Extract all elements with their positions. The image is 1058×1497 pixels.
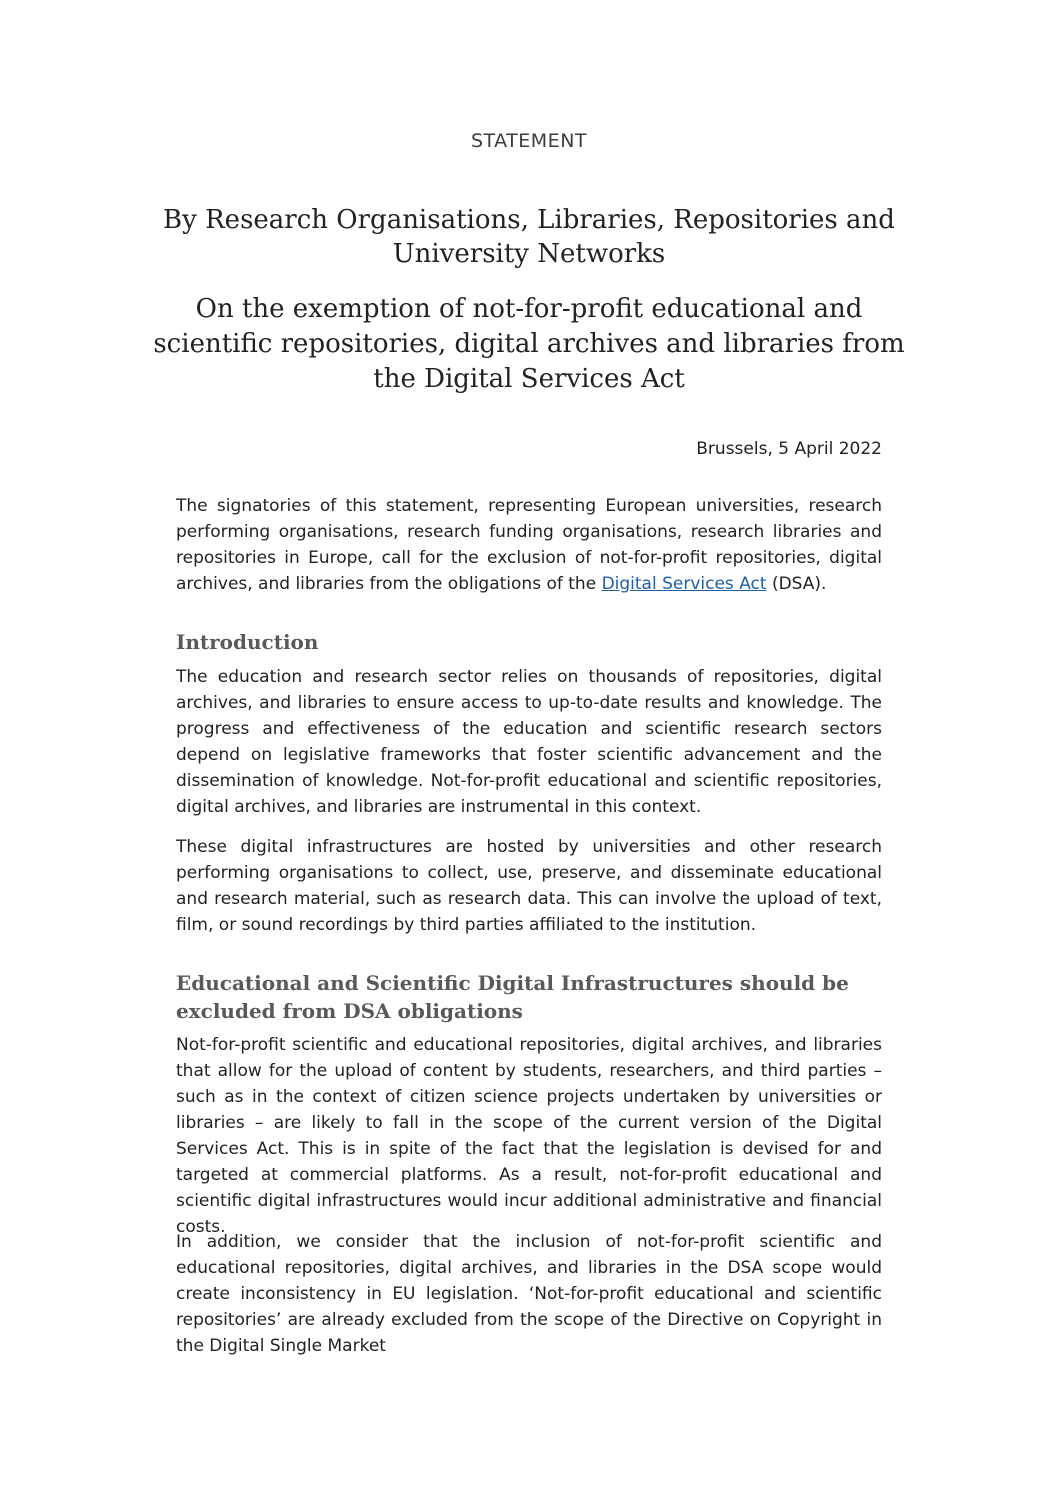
paragraph: These digital infrastructures are hosted by universities and other research performing organisations to collect, use, preserve, and disseminate educational and research material, such as research data. This can involve the upload of text, film, or sound recordings by third parties affiliated to the institution.	[176, 837, 882, 935]
document-date: Brussels, 5 April 2022	[696, 439, 882, 459]
paragraph: The education and research sector relies on thousands of repositories, digital archives, and libraries to ensure access to up-to-date results and knowledge. The progress and effectiveness of the education and scientific research sectors depend on legislative frameworks that foster scientific advancement and the dissemination of knowledge. Not-for-profit educational and scientific repositories, digital archives, and libraries are instrumental in this context.	[176, 667, 882, 817]
paragraph: Not-for-profit scientific and educational repositories, digital archives, and libraries that allow for the upload of content by students, researchers, and third parties – such as in the context of citizen science projects undertaken by universities or libraries – are likely to fall in the scope of the current version of the Digital Services Act. This is in spite of the fact that the legislation is devised for and targeted at commercial platforms. As a result, not-for-profit educational and scientific digital infrastructures would incur additional administrative and financial costs.	[176, 1035, 882, 1237]
intro-paragraph-block	[176, 493, 882, 597]
intro-text-after: (DSA).	[766, 574, 827, 594]
section-heading: Introduction	[176, 630, 319, 654]
section-introduction-body	[176, 664, 882, 820]
paragraph: In addition, we consider that the inclusion of not-for-profit scientific and educational repositories, digital archives, and libraries in the DSA scope would create inconsistency in EU legislation. ‘Not-for-profit educational and scientific repositories’ are already excluded from the scope of the Directive on Copyright in the Digital Single Market	[176, 1232, 882, 1356]
intro-paragraph	[176, 493, 882, 597]
section-introduction-body-2	[176, 834, 882, 938]
document-subtitle: On the exemption of not-for-profit educational and scientific repositories, digital archives and libraries from the Digital Services Act	[153, 294, 905, 394]
section-exclusion-body	[176, 1032, 882, 1240]
section-introduction	[176, 628, 882, 656]
intro-text-before: The signatories of this statement, representing European universities, research performing organisations, research funding organisations, research libraries and repositories in Europe, call for the exclusion of not-for-profit repositories, digital archives, and libraries from the obligations of the	[176, 496, 882, 594]
dsa-link[interactable]: Digital Services Act	[601, 574, 767, 594]
document-title: By Research Organisations, Libraries, Repositories and University Networks	[163, 205, 895, 269]
document-label: STATEMENT	[470, 130, 588, 152]
section-exclusion	[176, 969, 882, 1025]
section-exclusion-body-2	[176, 1229, 882, 1359]
section-heading: Educational and Scientific Digital Infrastructures should be excluded from DSA obligations	[176, 971, 849, 1023]
